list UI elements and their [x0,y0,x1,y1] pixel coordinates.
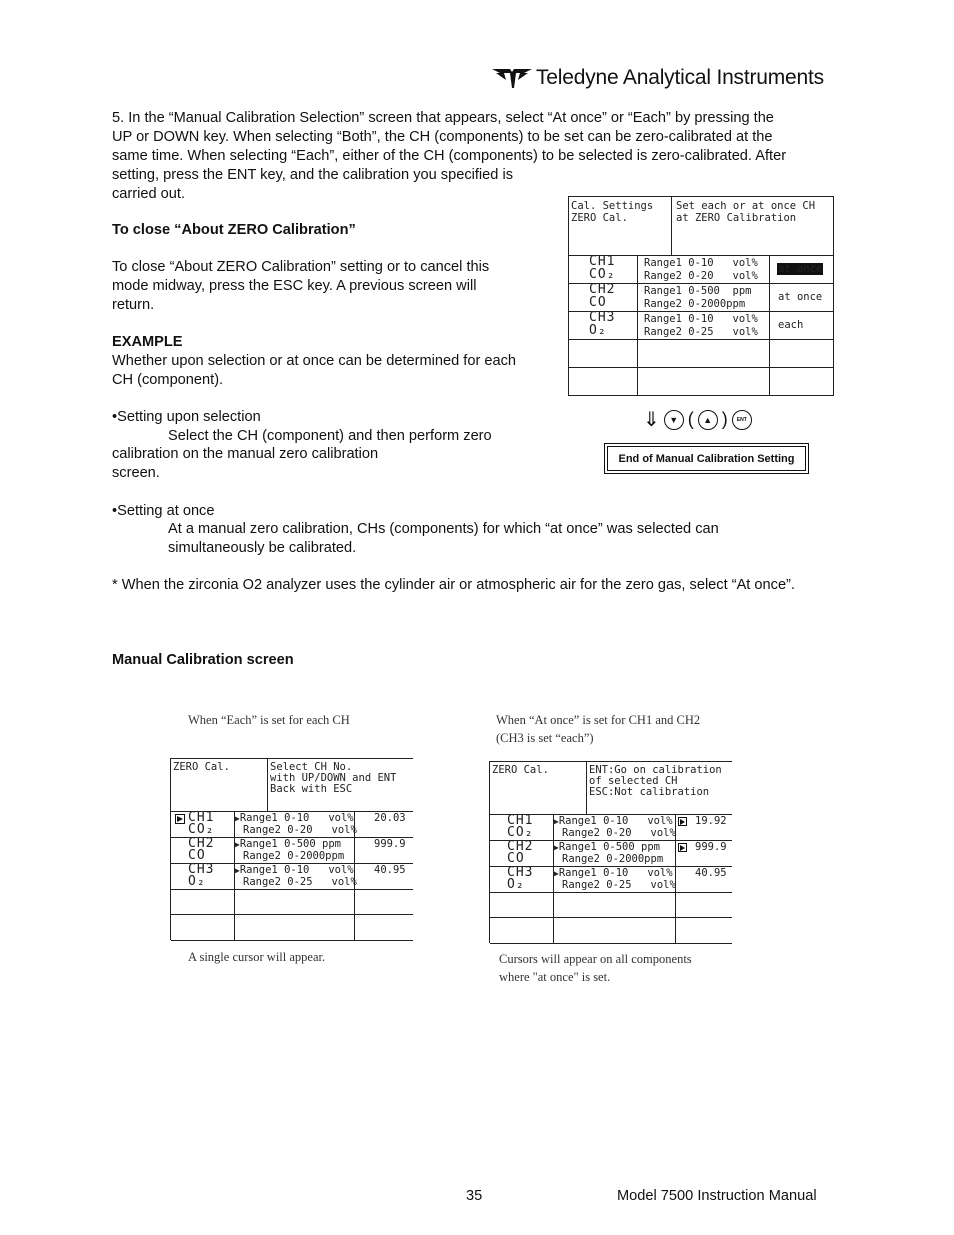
zero-cal-screen-atonce [489,761,732,943]
zero-cal-screen-each [170,758,413,940]
upon-line-2: calibration on the manual zero calibration [112,446,379,462]
text-line: CH (component). [112,372,224,388]
reading-value: 40.95 [695,867,727,879]
screen-subtitle: ZERO Cal. [571,212,628,224]
gas-label: CO [589,295,607,310]
mode-selector[interactable]: at once [778,291,823,303]
text-line: same time. When selecting “Each”, either of the CH (components) to be selected is zero-calibrated. After [112,148,787,164]
key-sequence [643,407,752,432]
text-line: To close “About ZERO Calibration” setting or to cancel this [112,259,490,275]
screen-hint: Back with ESC [270,783,353,795]
atonce-heading: •Setting at once [112,503,215,519]
mode-selector[interactable]: at once [778,263,823,275]
zirconia-note: * When the zirconia O2 analyzer uses the cylinder air or atmospheric air for the zero gas, select “At once”. [112,577,795,593]
upon-heading: •Setting upon selection [112,409,261,425]
range-1: Range1 0-10 vol% [239,864,354,876]
upon-line-1: Select the CH (component) and then perform zero [168,428,492,444]
cursor-icon [678,817,687,826]
gas-label: CO [507,851,525,866]
text-line: setting, press the ENT key, and the calibration you specified is [112,167,513,183]
end-calibration-button[interactable] [604,443,809,474]
gas-label: CO₂ [188,822,215,837]
paren-open: ( [687,409,694,429]
text-line: At a manual zero calibration, CHs (components) for which “at once” was selected can [168,521,719,537]
range-1: Range1 0-500 ppm [558,841,660,853]
upon-line-3: screen. [112,465,160,481]
caption-line: (CH3 is set “each”) [496,731,594,745]
close-heading: To close “About ZERO Calibration” [112,222,356,238]
range-1: Range1 0-10 vol% [239,812,354,824]
ch-label: CH3 [589,310,616,325]
pointer-icon: ▶ [235,814,240,823]
caption-line: Cursors will appear on all components [499,952,692,966]
range-1: Range1 0-10 vol% [644,257,758,269]
screen-hint: of selected CH [589,775,678,787]
cal-settings-screen [568,196,834,396]
manual-cal-heading: Manual Calibration screen [112,652,294,668]
screen-hint: ESC:Not calibration [589,786,710,798]
pointer-icon: ▶ [235,866,240,875]
gas-label: CO [188,848,206,863]
range-2: Range2 0-25 vol% [562,879,676,891]
range-1: Range1 0-10 vol% [558,815,673,827]
atonce-caption [496,711,700,747]
reading-value: 20.03 [374,812,406,824]
step5-paragraph [112,109,786,204]
ch-label: CH2 [188,836,215,851]
range-2: Range2 0-25 vol% [644,326,758,338]
range-2: Range2 0-20 vol% [644,270,758,282]
range-1: Range1 0-500 ppm [239,838,341,850]
reading-value: 40.95 [374,864,406,876]
gas-label: CO₂ [589,267,616,282]
cursor-icon [175,814,185,824]
range-2: Range2 0-2000ppm [562,853,664,865]
caption-line: where "at once" is set. [499,970,611,984]
example-heading: EXAMPLE [112,334,183,350]
atonce-bottom-caption [499,950,692,986]
pointer-icon: ▶ [554,843,559,852]
end-calibration-label: End of Manual Calibration Setting [618,452,795,465]
ch-label: CH2 [589,282,616,297]
reading-value: 999.9 [374,838,406,850]
range-1: Range1 0-10 vol% [644,313,758,325]
up-key-icon[interactable]: ▲ [698,410,718,430]
screen-hint: with UP/DOWN and ENT [270,772,397,784]
down-key-icon[interactable]: ▼ [664,410,684,430]
pointer-icon: ▶ [554,869,559,878]
brand-name: Teledyne Analytical Instruments [536,66,824,89]
ch-label: CH1 [188,810,215,825]
screen-hint: at ZERO Calibration [676,212,797,224]
screen-title: ZERO Cal. [173,761,230,773]
text-line: Whether upon selection or at once can be determined for each [112,353,517,369]
gas-label: CO₂ [507,825,534,840]
double-down-arrow-icon: ⇓ [643,409,660,431]
text-line: return. [112,297,155,313]
screen-title: Cal. Settings [571,200,654,212]
screen-hint: Select CH No. [270,761,353,773]
range-2: Range2 0-20 vol% [562,827,676,839]
pointer-icon: ▶ [235,840,240,849]
teledyne-logo-icon [490,66,534,90]
text-line: simultaneously be calibrated. [168,540,357,556]
mode-selector[interactable]: each [778,319,804,331]
range-2: Range2 0-25 vol% [243,876,357,888]
atonce-paragraph [168,520,719,558]
text-line: UP or DOWN key. When selecting “Both”, the CH (components) to be set can be zero-calibrated at the [112,129,773,145]
paren-close: ) [721,409,728,429]
ch-label: CH3 [507,865,534,880]
gas-label: O₂ [507,877,525,892]
brand-header [490,66,824,90]
each-bottom-caption: A single cursor will appear. [188,950,326,964]
screen-hint: Set each or at once CH [676,200,816,212]
range-2: Range2 0-2000ppm [243,850,345,862]
reading-value: 999.9 [695,841,727,853]
ch-label: CH1 [589,254,616,269]
each-caption: When “Each” is set for each CH [188,713,350,727]
range-1: Range1 0-10 vol% [558,867,673,879]
text-line: 5. In the “Manual Calibration Selection” screen that appears, select “At once” or “Each” by pressing the [112,110,774,126]
ent-key-icon[interactable]: ENT [732,410,752,430]
gas-label: O₂ [589,323,607,338]
caption-line: When “At once” is set for CH1 and CH2 [496,713,701,727]
ch-label: CH3 [188,862,215,877]
ch-label: CH1 [507,813,534,828]
page-number: 35 [466,1188,483,1204]
range-2: Range2 0-20 vol% [243,824,357,836]
screen-title: ZERO Cal. [492,764,549,776]
text-line: mode midway, press the ESC key. A previous screen will [112,278,477,294]
pointer-icon: ▶ [554,817,559,826]
manual-title: Model 7500 Instruction Manual [617,1188,817,1204]
reading-value: 19.92 [695,815,727,827]
example-paragraph [112,352,516,390]
gas-label: O₂ [188,874,206,889]
screen-hint: ENT:Go on calibration [589,764,722,776]
text-line: carried out. [112,186,186,202]
close-paragraph [112,258,489,315]
ch-label: CH2 [507,839,534,854]
range-1: Range1 0-500 ppm [644,285,752,297]
cursor-icon [678,843,687,852]
range-2: Range2 0-2000ppm [644,298,746,310]
